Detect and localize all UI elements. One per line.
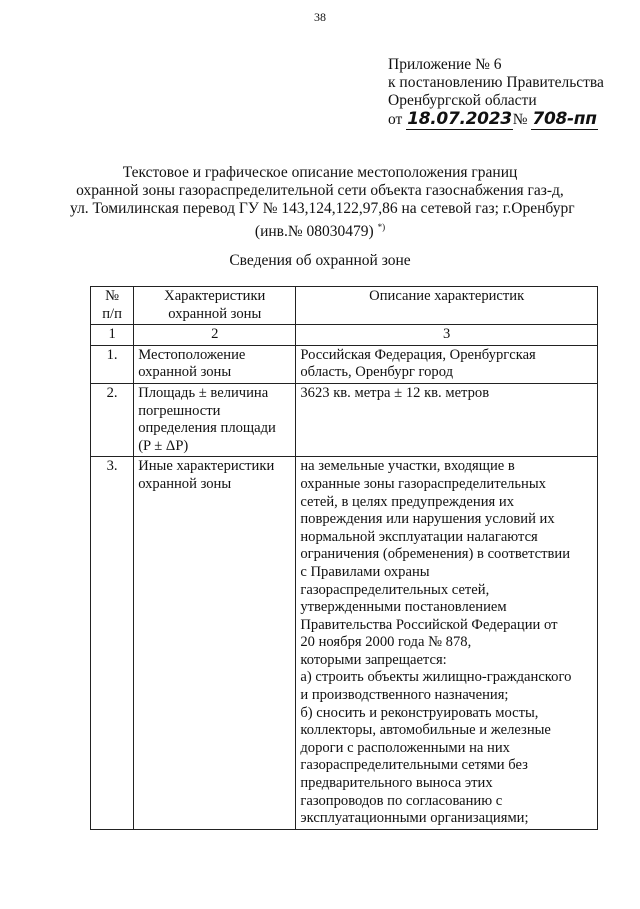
document-title [70,164,575,241]
table-row [91,383,598,456]
row-number: 1. [91,345,134,383]
row-name: Иные характеристики охранной зоны [134,457,296,829]
from-label: от [388,111,403,128]
appendix-line-2: к постановлению Правительства [388,74,604,91]
footnote-mark: *) [377,222,386,232]
appendix-line-1: Приложение № 6 [388,56,502,73]
row-number: 2. [91,383,134,456]
title-line-4 [70,218,570,241]
table-row [91,345,598,383]
header-number: № п/п [91,287,134,325]
table-index-row [91,325,598,346]
appendix-line-3: Оренбургской области [388,92,537,109]
number-label: № [512,111,528,128]
handwritten-number: 708-пп [532,109,597,129]
row-description: на земельные участки, входящие в охранные зоны газораспределительных сетей, в целях предупреждения их повреждения или нарушения условий их нормальной эксплуатации налагаются ограничения (обременения) в соответствии с Правилами охраны газораспределительных сетей, утвержденными постановлением Правительства Российской Федерации от 20 ноября 2000 года № 878, которыми запрещается: а) строить объекты жилищно-гражданского и производственного назначения; б) сносить и реконструировать мосты, коллекторы, автомобильные и железные дороги с расположенными на них газораспределительными сетями без предварительного выноса этих газопроводов по согласованию с эксплуатационными организациями; [296,457,598,829]
title-line-3: ул. Томилинская перевод ГУ № 143,124,122,97,86 на сетевой газ; г.Оренбург [70,200,575,217]
title-line-1: Текстовое и графическое описание местоположения границ [122,164,518,181]
appendix-date-line [388,110,604,129]
handwritten-date: 18.07.2023 [407,109,512,129]
zone-info-table [90,286,598,830]
row-description: Российская Федерация, Оренбургская область, Оренбург город [296,345,598,383]
section-title: Сведения об охранной зоне [229,252,411,269]
row-name: Местоположение охранной зоны [134,345,296,383]
row-name: Площадь ± величина погрешности определения площади (P ± ΔP) [134,383,296,456]
index-cell-2: 2 [134,325,296,346]
header-characteristics: Характеристики охранной зоны [134,287,296,325]
row-number: 3. [91,457,134,829]
header-description: Описание характеристик [296,287,598,325]
index-cell-1: 1 [91,325,134,346]
table-header-row [91,287,598,325]
appendix-block [388,56,604,129]
index-cell-3: 3 [296,325,598,346]
table-row [91,457,598,829]
inventory-number: (инв.№ 08030479) [254,223,374,241]
page-number: 38 [314,10,326,24]
title-line-2: охранной зоны газораспределительной сети объекта газоснабжения газ-д, [76,182,564,199]
row-description: 3623 кв. метра ± 12 кв. метров [296,383,598,456]
